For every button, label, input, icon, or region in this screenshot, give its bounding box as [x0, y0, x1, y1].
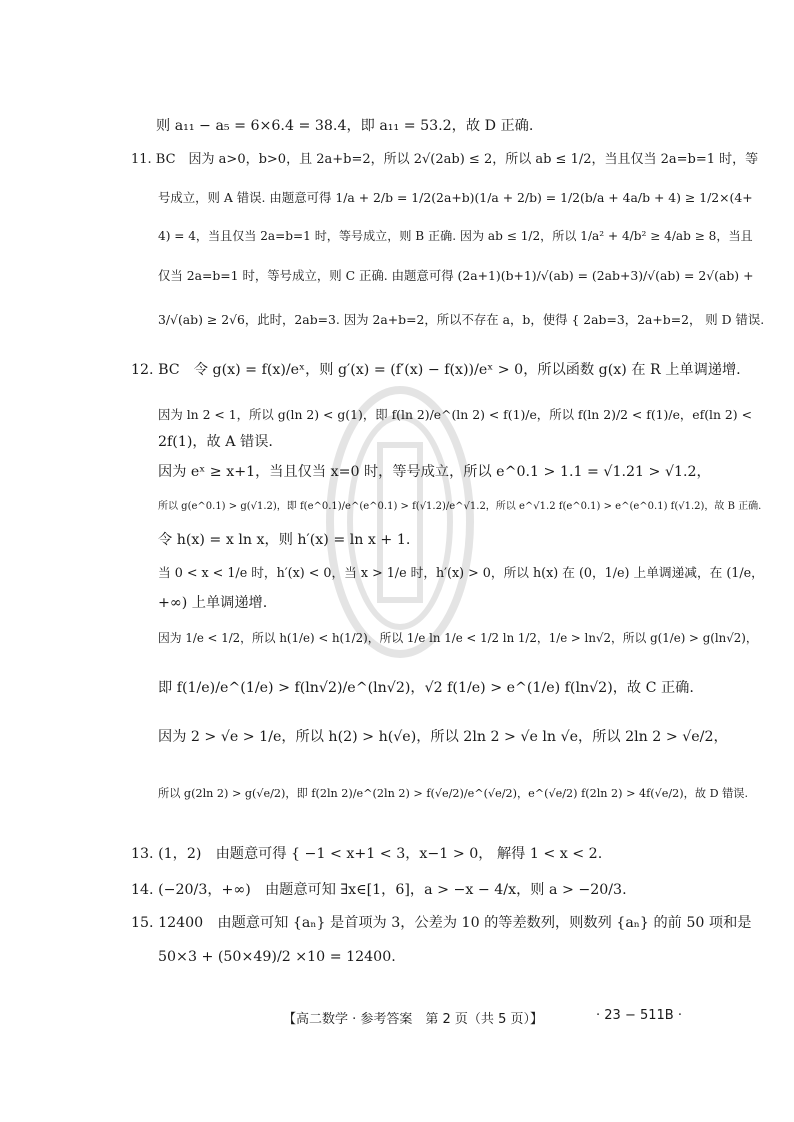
answer-line: 仅当 2a=b=1 时，等号成立，则 C 正确. 由题意可得 (2a+1)(b+1)/√(ab) = (2ab+3)/√(ab) = 2√(ab) +: [158, 268, 754, 283]
answer-line: 12. BC 令 g(x) = f(x)/eˣ，则 g′(x) = (f′(x) − f(x))/eˣ > 0，所以函数 g(x) 在 R 上单调递增.: [131, 362, 741, 378]
answer-line: 11. BC 因为 a>0，b>0，且 2a+b=2，所以 2√(2ab) ≤ 2，所以 ab ≤ 1/2，当且仅当 2a=b=1 时，等: [131, 152, 759, 167]
answer-line: 因为 1/e < 1/2，所以 h(1/e) < h(1/2)，所以 1/e ln 1/e < 1/2 ln 1/2，1/e > ln√2，所以 g(1/e) > g(ln√2)，: [158, 631, 758, 645]
answer-line: 因为 eˣ ≥ x+1，当且仅当 x=0 时，等号成立，所以 e^0.1 > 1.1 = √1.21 > √1.2，: [158, 464, 711, 480]
answer-line: 号成立，则 A 错误. 由题意可得 1/a + 2/b = 1/2(2a+b)(1/a + 2/b) = 1/2(b/a + 4a/b + 4) ≥ 1/2×(4+: [158, 190, 753, 205]
answer-line: 因为 2 > √e > 1/e，所以 h(2) > h(√e)，所以 2ln 2 > √e ln √e，所以 2ln 2 > √e/2，: [158, 729, 728, 745]
answer-line: 所以 g(e^0.1) > g(√1.2)，即 f(e^0.1)/e^(e^0.1) > f(√1.2)/e^√1.2，所以 e^√1.2 f(e^0.1) > e^(e^0.1) f(√1.2)，故 B 正确.: [158, 501, 762, 512]
page-footer-code: · 23 − 511B ·: [596, 1008, 682, 1023]
answer-line: 4) = 4，当且仅当 2a=b=1 时，等号成立，则 B 正确. 因为 ab ≤ 1/2，所以 1/a² + 4/b² ≥ 4/ab ≥ 8，当且: [158, 229, 753, 243]
answer-line: 因为 ln 2 < 1，所以 g(ln 2) < g(1)，即 f(ln 2)/e^(ln 2) < f(1)/e，所以 f(ln 2)/2 < f(1)/e，ef(ln 2) <: [158, 407, 752, 422]
watermark-logo: [325, 385, 475, 660]
answer-line: 当 0 < x < 1/e 时，h′(x) < 0，当 x > 1/e 时，h′(x) > 0，所以 h(x) 在 (0，1/e) 上单调递减，在 (1/e，: [158, 565, 764, 580]
answer-line: 13. (1，2) 由题意可得 { −1 < x+1 < 3，x−1 > 0， 解得 1 < x < 2.: [131, 846, 603, 862]
page-footer-label: 【高二数学 · 参考答案 第 2 页（共 5 页）】: [283, 1012, 543, 1027]
answer-line: 2f(1)，故 A 错误.: [158, 434, 273, 450]
answer-line: 50×3 + (50×49)/2 ×10 = 12400.: [158, 949, 396, 965]
answer-line: 3/√(ab) ≥ 2√6，此时，2ab=3. 因为 2a+b=2，所以不存在 a，b，使得 { 2ab=3，2a+b=2， 则 D 错误.: [158, 312, 765, 327]
answer-line: 则 a₁₁ − a₅ = 6×6.4 = 38.4，即 a₁₁ = 53.2，故 D 正确.: [156, 118, 534, 134]
answer-line: 即 f(1/e)/e^(1/e) > f(ln√2)/e^(ln√2)，√2 f(1/e) > e^(1/e) f(ln√2)，故 C 正确.: [158, 680, 694, 696]
answer-line: 15. 12400 由题意可知 {aₙ} 是首项为 3，公差为 10 的等差数列，则数列 {aₙ} 的前 50 项和是: [131, 915, 752, 931]
answer-line: 令 h(x) = x ln x，则 h′(x) = ln x + 1.: [158, 532, 411, 548]
answer-line: +∞) 上单调递增.: [158, 595, 268, 611]
answer-line: 14. (−20/3，+∞) 由题意可知 ∃x∈[1，6]，a > −x − 4/x，则 a > −20/3.: [131, 882, 627, 898]
answer-line: 所以 g(2ln 2) > g(√e/2)，即 f(2ln 2)/e^(2ln 2) > f(√e/2)/e^(√e/2)，e^(√e/2) f(2ln 2) > 4f(√e/2)，故 D 错误.: [158, 787, 749, 800]
